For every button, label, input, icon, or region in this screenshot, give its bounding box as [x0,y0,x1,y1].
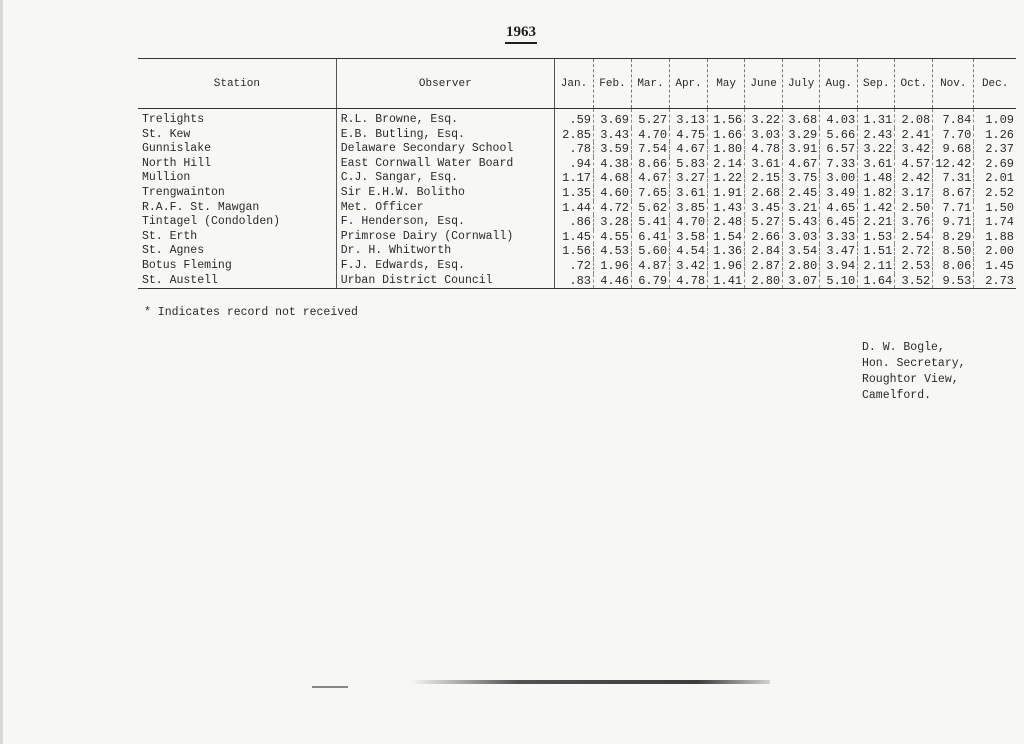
month-header-oct: Oct. [895,59,933,109]
rainfall-value-cell: 2.53 [895,259,933,274]
rainfall-value-cell: 3.13 [670,109,708,128]
station-cell: Trengwainton [142,185,225,199]
rainfall-value-cell: 2.85 [554,128,593,143]
year-heading: 1963 [505,24,537,44]
rainfall-value-cell: 1.51 [858,244,895,259]
rainfall-value-cell: 5.66 [820,128,858,143]
month-header-may: May [708,59,745,109]
scan-smudge [410,680,770,684]
month-header-jan: Jan. [554,59,593,109]
observer-cell: F. Henderson, Esq. [336,215,554,230]
rainfall-value-cell: 1.96 [593,259,631,274]
rainfall-value-cell: 3.61 [858,157,895,172]
rainfall-value-cell: 3.52 [895,274,933,289]
rainfall-value-cell: 6.57 [820,142,858,157]
rainfall-value-cell: 4.72 [593,201,631,216]
rainfall-value-cell: 4.03 [820,109,858,128]
rainfall-value-cell: 3.43 [593,128,631,143]
signature-town: Camelford. [862,389,932,402]
rainfall-value-cell: 3.91 [783,142,820,157]
rainfall-value-cell: 2.72 [895,244,933,259]
rainfall-value-cell: 6.45 [820,215,858,230]
rainfall-value-cell: 12.42 [933,157,974,172]
observer-cell: F.J. Edwards, Esq. [336,259,554,274]
rainfall-value-cell: 8.06 [933,259,974,274]
table-row [138,201,1016,216]
rainfall-value-cell: 4.38 [593,157,631,172]
rainfall-value-cell: 1.66 [708,128,745,143]
rainfall-value-cell: 4.78 [670,274,708,289]
station-cell: North Hill [142,156,212,170]
rainfall-value-cell: 3.22 [745,109,783,128]
rainfall-value-cell: 2.41 [895,128,933,143]
rainfall-value-cell: 1.54 [708,230,745,245]
rainfall-value-cell: 7.71 [933,201,974,216]
rainfall-value-cell: 1.31 [858,109,895,128]
rainfall-value-cell: 9.53 [933,274,974,289]
rainfall-value-cell: 3.22 [858,142,895,157]
rainfall-value-cell: 3.21 [783,201,820,216]
rainfall-value-cell: 2.66 [745,230,783,245]
observer-cell: Primrose Dairy (Cornwall) [336,230,554,245]
rainfall-value-cell: 4.67 [670,142,708,157]
rainfall-value-cell: 1.36 [708,244,745,259]
rainfall-value-cell: .59 [554,109,593,128]
rainfall-value-cell: 7.84 [933,109,974,128]
rainfall-value-cell: 2.73 [974,274,1016,289]
rainfall-value-cell: 3.29 [783,128,820,143]
rainfall-value-cell: 2.69 [974,157,1016,172]
month-header-july: July [783,59,820,109]
rainfall-value-cell: 4.67 [783,157,820,172]
rainfall-value-cell: 7.54 [632,142,670,157]
rainfall-value-cell: 5.62 [632,201,670,216]
rainfall-value-cell: 2.01 [974,171,1016,186]
rainfall-value-cell: 1.09 [974,109,1016,128]
observer-header: Observer [336,59,554,109]
table-row [138,259,1016,274]
rainfall-value-cell: .83 [554,274,593,289]
rainfall-value-cell: 3.47 [820,244,858,259]
rainfall-value-cell: 3.03 [745,128,783,143]
rainfall-value-cell: 9.71 [933,215,974,230]
rainfall-value-cell: 4.65 [820,201,858,216]
station-cell: Mullion [142,171,191,185]
rainfall-value-cell: 2.48 [708,215,745,230]
table-row [138,128,1016,143]
table-row [138,186,1016,201]
rainfall-value-cell: 2.80 [745,274,783,289]
rainfall-value-cell: 1.82 [858,186,895,201]
rainfall-value-cell: 4.53 [593,244,631,259]
rainfall-value-cell: 7.70 [933,128,974,143]
rainfall-value-cell: 4.57 [895,157,933,172]
rainfall-value-cell: 5.43 [783,215,820,230]
observer-cell: East Cornwall Water Board [336,157,554,172]
station-cell: Trelights [142,113,205,126]
observer-cell: Met. Officer [336,201,554,216]
rainfall-value-cell: 4.60 [593,186,631,201]
scan-mark [312,686,348,688]
rainfall-value-cell: 2.00 [974,244,1016,259]
rainfall-value-cell: 1.44 [554,201,593,216]
rainfall-value-cell: 3.58 [670,230,708,245]
table-row [138,109,1016,128]
rainfall-value-cell: 2.15 [745,171,783,186]
table-row [138,157,1016,172]
rainfall-value-cell: 5.60 [632,244,670,259]
observer-cell: R.L. Browne, Esq. [336,109,554,128]
rainfall-value-cell: 6.41 [632,230,670,245]
rainfall-value-cell: 4.78 [745,142,783,157]
rainfall-value-cell: .72 [554,259,593,274]
rainfall-value-cell: 2.84 [745,244,783,259]
month-header-apr: Apr. [670,59,708,109]
rainfall-value-cell: 2.50 [895,201,933,216]
rainfall-value-cell: .78 [554,142,593,157]
rainfall-value-cell: 4.54 [670,244,708,259]
observer-cell: C.J. Sangar, Esq. [336,171,554,186]
rainfall-value-cell: 1.17 [554,171,593,186]
rainfall-value-cell: 2.45 [783,186,820,201]
rainfall-value-cell: .94 [554,157,593,172]
footnote: * Indicates record not received [144,306,358,319]
rainfall-value-cell: 1.74 [974,215,1016,230]
table-body [138,109,1016,289]
rainfall-value-cell: 2.68 [745,186,783,201]
rainfall-value-cell: 4.46 [593,274,631,289]
station-cell: R.A.F. St. Mawgan [142,200,260,214]
signature-name: D. W. Bogle, [862,341,945,354]
rainfall-value-cell: 1.48 [858,171,895,186]
rainfall-value-cell: 1.56 [708,109,745,128]
rainfall-value-cell: 9.68 [933,142,974,157]
rainfall-value-cell: 1.42 [858,201,895,216]
signature-title: Hon. Secretary, [862,357,966,370]
table-row [138,142,1016,157]
month-header-aug: Aug. [820,59,858,109]
rainfall-value-cell: 3.76 [895,215,933,230]
station-cell: St. Agnes [142,244,205,258]
rainfall-value-cell: 3.27 [670,171,708,186]
rainfall-value-cell: 5.27 [632,109,670,128]
rainfall-value-cell: 1.91 [708,186,745,201]
rainfall-value-cell: 7.31 [933,171,974,186]
signature-address: Roughtor View, [862,373,959,386]
rainfall-value-cell: 2.14 [708,157,745,172]
rainfall-value-cell: .86 [554,215,593,230]
table-row [138,244,1016,259]
station-cell: St. Austell [138,274,336,289]
table-row [138,230,1016,245]
rainfall-value-cell: 4.67 [632,171,670,186]
header-row [138,59,1016,109]
rainfall-value-cell: 4.68 [593,171,631,186]
rainfall-value-cell: 3.42 [670,259,708,274]
rainfall-value-cell: 1.45 [974,259,1016,274]
station-cell: St. Erth [142,229,198,243]
rainfall-value-cell: 3.61 [670,186,708,201]
rainfall-value-cell: 3.54 [783,244,820,259]
rainfall-value-cell: 3.03 [783,230,820,245]
rainfall-value-cell: 2.08 [895,109,933,128]
rainfall-value-cell: 8.50 [933,244,974,259]
rainfall-value-cell: 3.42 [895,142,933,157]
rainfall-value-cell: 3.45 [745,201,783,216]
month-header-dec: Dec. [974,59,1016,109]
station-cell: Botus Fleming [142,258,232,272]
rainfall-value-cell: 3.85 [670,201,708,216]
rainfall-value-cell: 1.45 [554,230,593,245]
rainfall-value-cell: 3.28 [593,215,631,230]
rainfall-value-cell: 1.64 [858,274,895,289]
rainfall-value-cell: 1.50 [974,201,1016,216]
rainfall-value-cell: 1.56 [554,244,593,259]
rainfall-value-cell: 3.33 [820,230,858,245]
rainfall-value-cell: 3.17 [895,186,933,201]
rainfall-value-cell: 1.53 [858,230,895,245]
rainfall-value-cell: 8.29 [933,230,974,245]
rainfall-value-cell: 5.41 [632,215,670,230]
rainfall-value-cell: 1.41 [708,274,745,289]
rainfall-value-cell: 2.37 [974,142,1016,157]
table-row [138,274,1016,289]
observer-cell: E.B. Butling, Esq. [336,128,554,143]
month-header-mar: Mar. [632,59,670,109]
rainfall-value-cell: 7.33 [820,157,858,172]
rainfall-value-cell: 1.26 [974,128,1016,143]
station-cell: Gunnislake [142,142,212,156]
rainfall-value-cell: 3.07 [783,274,820,289]
rainfall-value-cell: 3.94 [820,259,858,274]
observer-cell: Delaware Secondary School [336,142,554,157]
rainfall-value-cell: 2.80 [783,259,820,274]
month-header-feb: Feb. [593,59,631,109]
page-edge [0,0,3,744]
rainfall-value-cell: 1.43 [708,201,745,216]
rainfall-value-cell: 1.35 [554,186,593,201]
rainfall-value-cell: 3.75 [783,171,820,186]
month-header-june: June [745,59,783,109]
rainfall-value-cell: 1.96 [708,259,745,274]
rainfall-value-cell: 8.66 [632,157,670,172]
rainfall-value-cell: 8.67 [933,186,974,201]
station-header: Station [138,59,336,109]
rainfall-value-cell: 4.87 [632,259,670,274]
rainfall-value-cell: 3.61 [745,157,783,172]
rainfall-value-cell: 1.22 [708,171,745,186]
rainfall-value-cell: 6.79 [632,274,670,289]
station-cell: St. Kew [142,127,191,141]
rainfall-value-cell: 5.83 [670,157,708,172]
rainfall-value-cell: 3.00 [820,171,858,186]
rainfall-value-cell: 5.27 [745,215,783,230]
signature-block [862,340,966,404]
rainfall-value-cell: 3.69 [593,109,631,128]
rainfall-value-cell: 3.59 [593,142,631,157]
rainfall-table [138,58,1016,289]
rainfall-value-cell: 4.70 [670,215,708,230]
month-header-sep: Sep. [858,59,895,109]
rainfall-value-cell: 3.49 [820,186,858,201]
rainfall-value-cell: 2.21 [858,215,895,230]
rainfall-value-cell: 3.68 [783,109,820,128]
rainfall-value-cell: 4.70 [632,128,670,143]
table-row [138,171,1016,186]
rainfall-value-cell: 1.88 [974,230,1016,245]
rainfall-value-cell: 4.55 [593,230,631,245]
rainfall-value-cell: 7.65 [632,186,670,201]
observer-cell: Sir E.H.W. Bolitho [336,186,554,201]
observer-cell: Urban District Council [336,274,554,289]
month-header-nov: Nov. [933,59,974,109]
observer-cell: Dr. H. Whitworth [336,244,554,259]
rainfall-value-cell: 2.11 [858,259,895,274]
rainfall-value-cell: 2.42 [895,171,933,186]
rainfall-value-cell: 2.54 [895,230,933,245]
rainfall-value-cell: 2.43 [858,128,895,143]
station-cell: Tintagel (Condolden) [142,215,281,229]
rainfall-value-cell: 4.75 [670,128,708,143]
rainfall-value-cell: 2.87 [745,259,783,274]
table-row [138,215,1016,230]
rainfall-value-cell: 2.52 [974,186,1016,201]
rainfall-value-cell: 1.80 [708,142,745,157]
rainfall-value-cell: 5.10 [820,274,858,289]
